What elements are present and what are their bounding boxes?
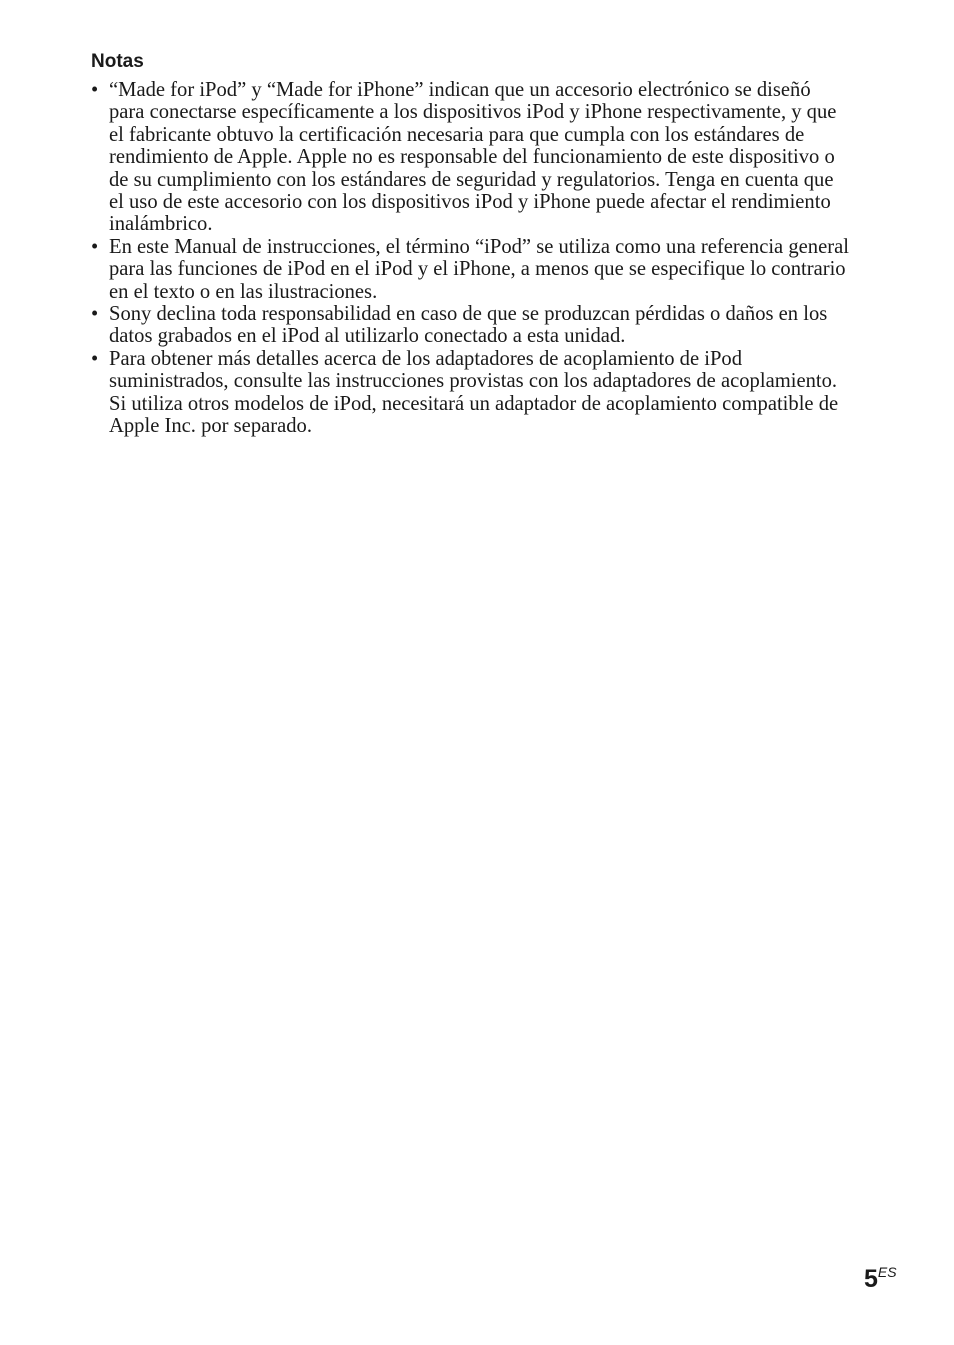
note-text: Para obtener más detalles acerca de los adaptadores de acoplamiento de iPod suministrados, consulte las instrucciones provistas con los adaptadores de acoplamiento. Si utiliza otros modelos de iPod, necesitará un adaptador de acoplamiento compatible de Apple Inc. por separado. bbox=[109, 347, 839, 438]
note-item bbox=[91, 348, 851, 438]
notes-heading: Notas bbox=[91, 51, 144, 72]
page-language-code: ES bbox=[877, 1264, 897, 1280]
notes-list bbox=[91, 79, 851, 438]
bullet-icon: • bbox=[91, 303, 99, 326]
note-text: En este Manual de instrucciones, el término “iPod” se utiliza como una referencia general para las funciones de iPod en el iPod y el iPhone, a menos que se especifique lo contrario en el texto o en las ilustraciones. bbox=[109, 235, 849, 303]
bullet-icon: • bbox=[91, 347, 99, 370]
note-item bbox=[91, 79, 851, 236]
note-text: Sony declina toda responsabilidad en caso de que se produzcan pérdidas o daños en los datos grabados en el iPod al utilizarlo conectado a esta unidad. bbox=[109, 303, 828, 348]
page-number bbox=[864, 1264, 897, 1294]
notes-section bbox=[91, 50, 851, 438]
bullet-icon: • bbox=[91, 235, 99, 258]
bullet-icon: • bbox=[91, 79, 99, 101]
note-item bbox=[91, 236, 851, 303]
note-text: “Made for iPod” y “Made for iPhone” indican que un accesorio electrónico se diseñó para conectarse específicamente a los dispositivos iPod y iPhone respectivamente, y que el fabricante obtuvo la certificación necesaria para que cumpla con los estándares de rendimiento de Apple. Apple no es responsable del funcionamiento de este dispositivo o de su cumplimiento con los estándares de seguridad y regulatorios. Tenga en cuenta que el uso de este accesorio con los dispositivos iPod y iPhone puede afectar el rendimiento inalámbrico. bbox=[109, 79, 837, 236]
note-item bbox=[91, 303, 851, 348]
page-number-value: 5 bbox=[864, 1265, 878, 1293]
